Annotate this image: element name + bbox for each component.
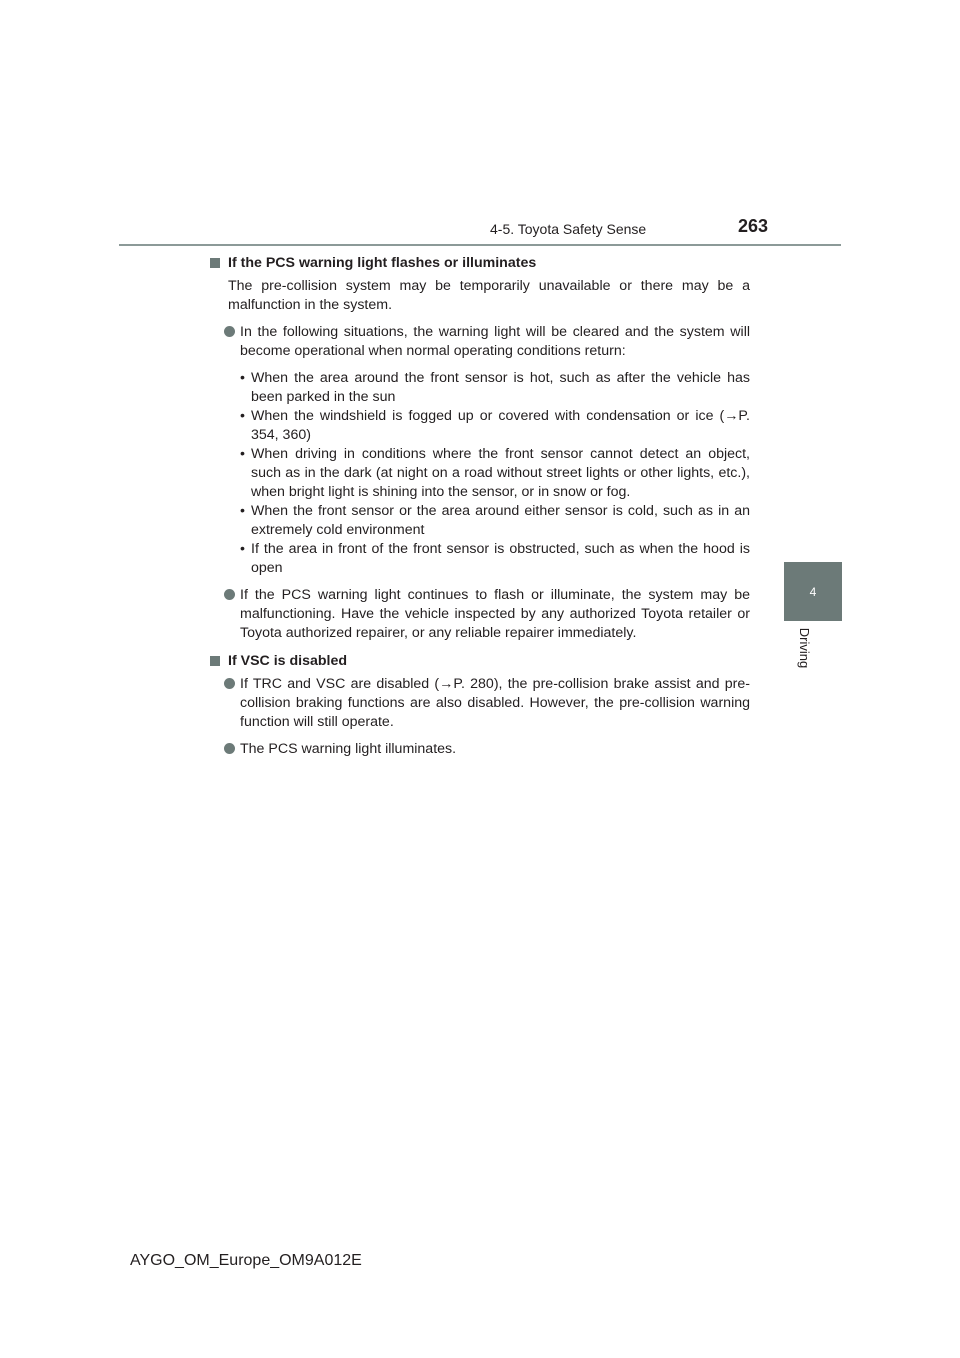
- square-bullet-icon: [210, 656, 220, 666]
- condition-item: • When the windshield is fogged up or covered with condensation or ice (→P. 354, 360): [240, 408, 750, 443]
- dot-marker-icon: •: [240, 503, 245, 519]
- list-item: In the following situations, the warning light will be cleared and the system will become operational when normal operating conditions return:: [228, 323, 750, 361]
- dot-marker-icon: •: [240, 541, 245, 557]
- round-bullet-icon: [224, 589, 235, 600]
- list-item: If the PCS warning light continues to flash or illuminate, the system may be malfunctioning. Have the vehicle inspected by any authorized Toyota retailer or Toyota authorized repairer, or any reliable repairer immediately.: [228, 586, 750, 643]
- dot-marker-icon: •: [240, 370, 245, 386]
- condition-item: • When driving in conditions where the front sensor cannot detect an object, such as in the dark (at night on a road without street lights or other lights, etc.), when bright light is shining into the sensor, or in snow or fog.: [240, 446, 750, 500]
- list-item: The PCS warning light illuminates.: [228, 740, 750, 759]
- condition-item: • When the front sensor or the area around either sensor is cold, such as in an extremely cold environment: [240, 503, 750, 538]
- dot-marker-icon: •: [240, 408, 245, 424]
- dot-marker-icon: •: [240, 446, 245, 462]
- subsection-heading: If the PCS warning light flashes or illuminates: [210, 254, 750, 273]
- paragraph: The pre-collision system may be temporarily unavailable or there may be a malfunction in the system.: [228, 278, 750, 313]
- round-bullet-icon: [224, 743, 235, 754]
- header-divider: [119, 244, 841, 246]
- chapter-tab[interactable]: [784, 562, 842, 621]
- round-bullet-icon: [224, 326, 235, 337]
- condition-list: [240, 369, 750, 578]
- chapter-number: 4: [809, 584, 817, 599]
- condition-item: • When the area around the front sensor is hot, such as after the vehicle has been parked in the sun: [240, 370, 750, 405]
- section-title: 4-5. Toyota Safety Sense: [490, 221, 647, 237]
- condition-item: • If the area in front of the front sensor is obstructed, such as when the hood is open: [240, 541, 750, 576]
- list-item: If TRC and VSC are disabled (→P. 280), the pre-collision brake assist and pre-collision braking functions are also disabled. However, the pre-collision warning function will still operate.: [228, 675, 750, 732]
- square-bullet-icon: [210, 258, 220, 268]
- round-bullet-icon: [224, 678, 235, 689]
- page-number: 263: [738, 216, 769, 236]
- document-id: AYGO_OM_Europe_OM9A012E: [130, 1252, 362, 1269]
- subsection-heading: If VSC is disabled: [210, 652, 750, 671]
- page-content: [210, 254, 750, 759]
- chapter-label: Driving: [797, 627, 812, 669]
